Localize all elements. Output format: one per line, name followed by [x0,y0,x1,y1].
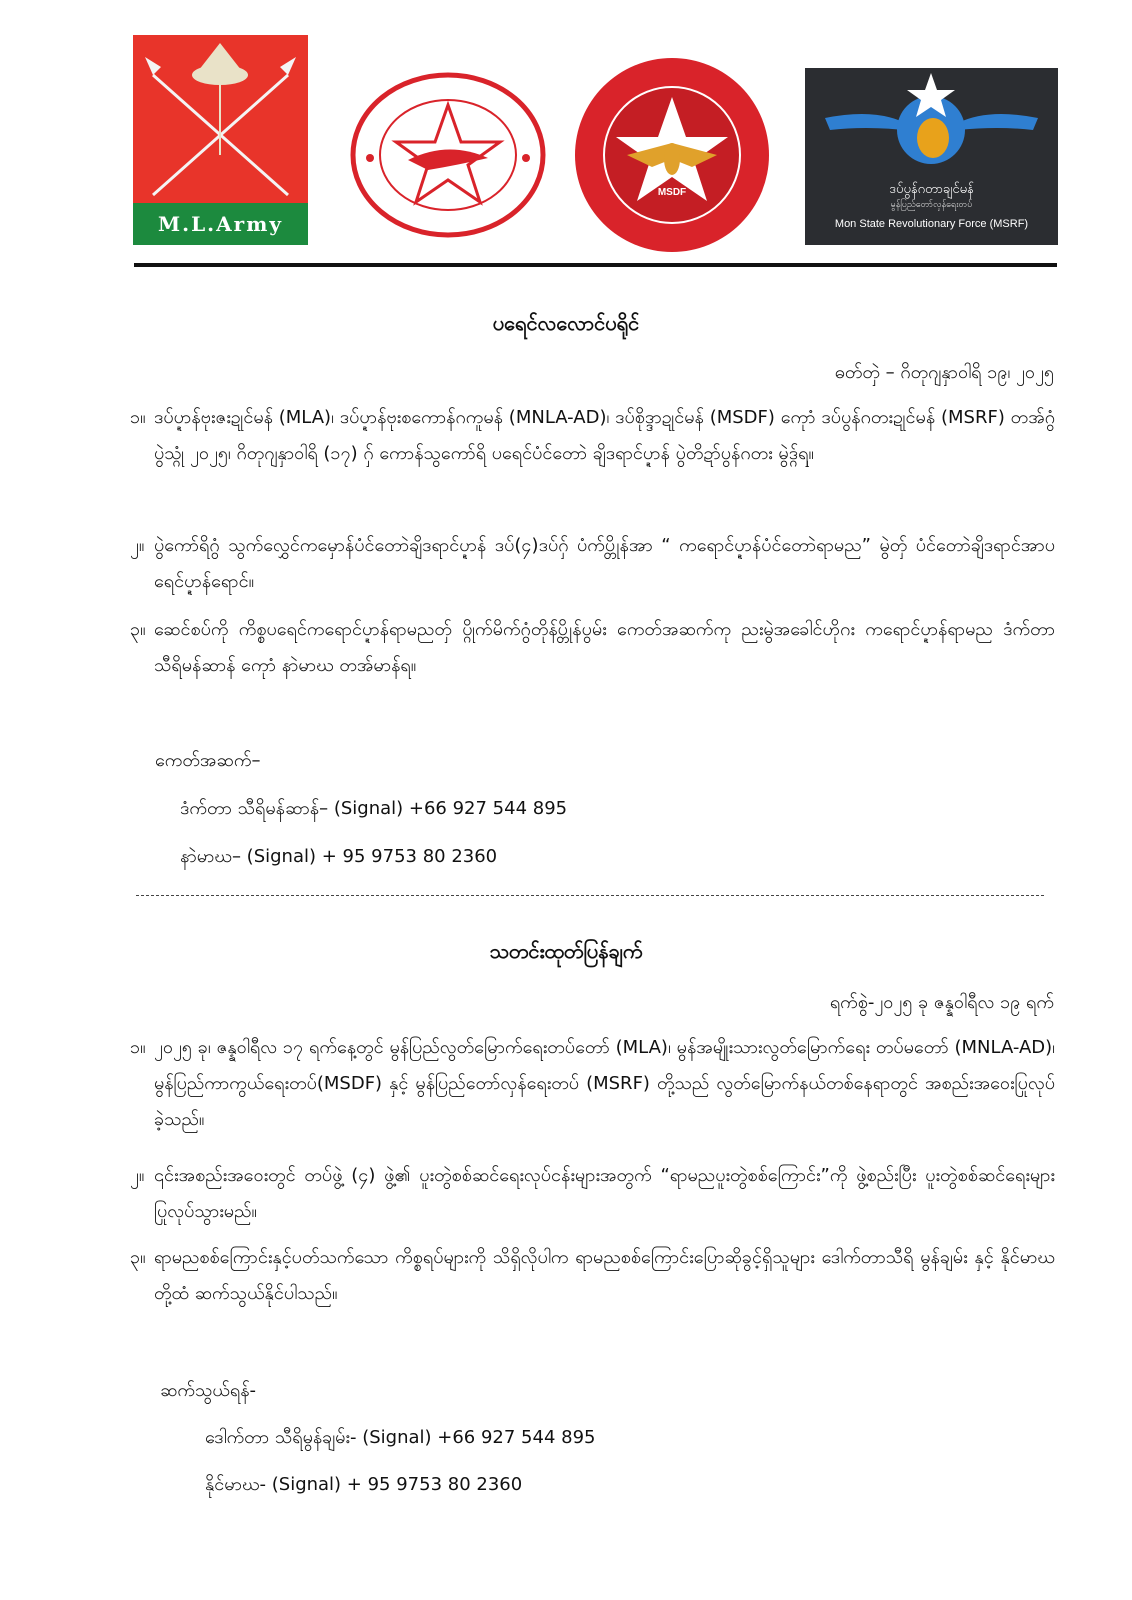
mla-band [133,203,308,245]
mon-heading: ပရေင်လလောင်ပရိုင် [492,311,640,335]
mon-item-1 [130,400,1055,472]
mon-contact-label: ကေတ်အဆက်– [155,750,261,771]
msrf-title-my: ဒပ်ပွန်ဂတာချင်မန် [889,182,974,197]
msrf-title-en: Mon State Revolutionary Force (MSRF) [834,218,1029,230]
header-divider [134,263,1057,267]
burmese-item-3-number: ၃။ [130,1247,146,1268]
msrf-logo [805,68,1058,245]
mon-item-3-number: ၃။ [130,619,146,640]
mon-item-2-number: ၂။ [130,535,145,556]
burmese-heading: သတင်းထုတ်ပြန်ချက် [489,939,643,963]
crossed-spears-icon [133,35,308,203]
mon-item-2-text: ပွဲကော်ရိဂွံ သွက်လွှေင်ကမှောန်ပံင်တောဲချိဒရာင်ပ္ဍာန် ဒပ်(၄)ဒပ်ဂှ် ပံက်ပ္တိုန်အာ “ ကရောင်ပ္ဍာန်ပံင်တောဲရာမည” မွဲတှ် ပံင်တောဲချိဒရာင်အာပရေင်ပ္ဍာန်ရောင်။ [154,535,1055,592]
burmese-contact-label: ဆက်သွယ်ရန်- [160,1380,257,1401]
burmese-item-2 [130,1158,1055,1230]
mon-item-2 [130,528,1055,600]
nmsp-star-emblem-icon [348,70,548,240]
mon-item-3 [130,612,1055,684]
mon-date: ဓတ်တှဲ – ဂိတုဂျနှာဝါရိ ၁၉၊ ၂၀၂၅ [834,362,1054,383]
msrf-subtitle-my: မွန်ပြည်တော်လှန်ရေးတပ် [890,200,973,210]
burmese-item-2-text: ၎င်းအစည်းအဝေးတွင် တပ်ဖွဲ့ (၄) ဖွဲ့၏ ပူးတွဲစစ်ဆင်ရေးလုပ်ငန်းများအတွက် “ရာမညပူးတွဲစစ်ကြောင်း”ကို ဖွဲ့စည်းပြီး ပူးတွဲစစ်ဆင်ရေးများ ပြုလုပ်သွားမည်။ [154,1165,1055,1222]
mon-contact-2: နာဲမာဃ– (Signal) + 95 9753 80 2360 [180,846,498,867]
msdf-star-emblem-icon [572,55,772,255]
winged-star-emblem-icon [805,68,1058,178]
mon-contact-1: ဒံက်တာ သီရိမန်ဆာန်– (Signal) +66 927 544 895 [180,798,568,819]
mla-logo-label: M.L.Army [158,212,283,236]
mon-item-1-number: ၁။ [130,407,146,428]
msdf-logo [572,55,772,255]
mon-item-1-text: ဒပ်ပ္ဍာန်ဗုးဇးဍုင်မန် (MLA)၊ ဒပ်ပ္ဍာန်ဗုးစကောန်ဂကူမန် (MNLA-AD)၊ ဒပ်စိုဒ္ဒာဍုင်မန် (MSDF) ကေုာံ ဒပ်ပွန်ဂတးဍုင်မန် (MSRF) တအ်ဂွံ ပွဲသ္ဂုံ ၂၀၂၅၊ ဂိတုဂျနှာဝါရိ (၁၇) ဂှ် ကောန်သွကော်ရိ ပရေင်ပံင်တောဲ ချိဒရာင်ပ္ဍာန် ပွဲတိဍာ်ပွန်ဂတး မွဲဒ္ဂှ်ရ။ [154,407,1055,464]
burmese-item-1-text: ၂၀၂၅ ခု၊ ဇန္နဝါရီလ ၁၇ ရက်နေ့တွင် မွန်ပြည်လွတ်မြောက်ရေးတပ်တော် (MLA)၊ မွန်အမျိုးသားလွတ်မြောက်ရေး တပ်မတော် (MNLA-AD)၊ မွန်ပြည်ကာကွယ်ရေးတပ်(MSDF) နှင့် မွန်ပြည်တော်လှန်ရေးတပ် (MSRF) တို့သည် လွတ်မြောက်နယ်တစ်နေရာတွင် အစည်းအဝေးပြုလုပ်ခဲ့သည်။ [154,1037,1055,1130]
mla-logo [133,35,308,245]
burmese-date: ရက်စွဲ-၂၀၂၅ ခု ဇန္နဝါရီလ ၁၉ ရက် [829,992,1054,1013]
mon-item-3-text: ဆေင်စပ်ကို ကိစ္စပရေင်ကရောင်ပ္ဍာန်ရာမညတှ် ပ္ဂိုက်မိက်ဂွံတိုန်ပ္တိုန်ပွမ်း ကေတ်အဆက်ကု ညးမွဲအခေါင်ဟိုဂး ကရောင်ပ္ဍာန်ရာမည ဒံက်တာသီရိမန်ဆာန် ကေုာံ နာဲမာဃ တအ်မာန်ရ။ [154,619,1055,676]
section-divider [136,895,1044,896]
burmese-contact-1: ဒေါက်တာ သီရိမွန်ချမ်း- (Signal) +66 927 544 895 [205,1427,596,1448]
burmese-item-3-text: ရာမညစစ်ကြောင်းနှင့်ပတ်သက်သော ကိစ္စရပ်များကို သိရှိလိုပါက ရာမညစစ်ကြောင်းပြောဆိုခွင့်ရှိသူများ ဒေါက်တာသီရိ မွန်ချမ်း နှင့် နိုင်မာဃ တို့ထံ ဆက်သွယ်နိုင်ပါသည်။ [154,1247,1055,1304]
burmese-item-3 [130,1240,1055,1312]
msdf-badge-text: MSDF [657,187,687,198]
burmese-contact-2: နိုင်မာဃ- (Signal) + 95 9753 80 2360 [205,1474,523,1495]
burmese-item-2-number: ၂။ [130,1165,145,1186]
burmese-item-1 [130,1030,1055,1138]
nmsp-logo [348,70,548,240]
burmese-item-1-number: ၁။ [130,1037,146,1058]
